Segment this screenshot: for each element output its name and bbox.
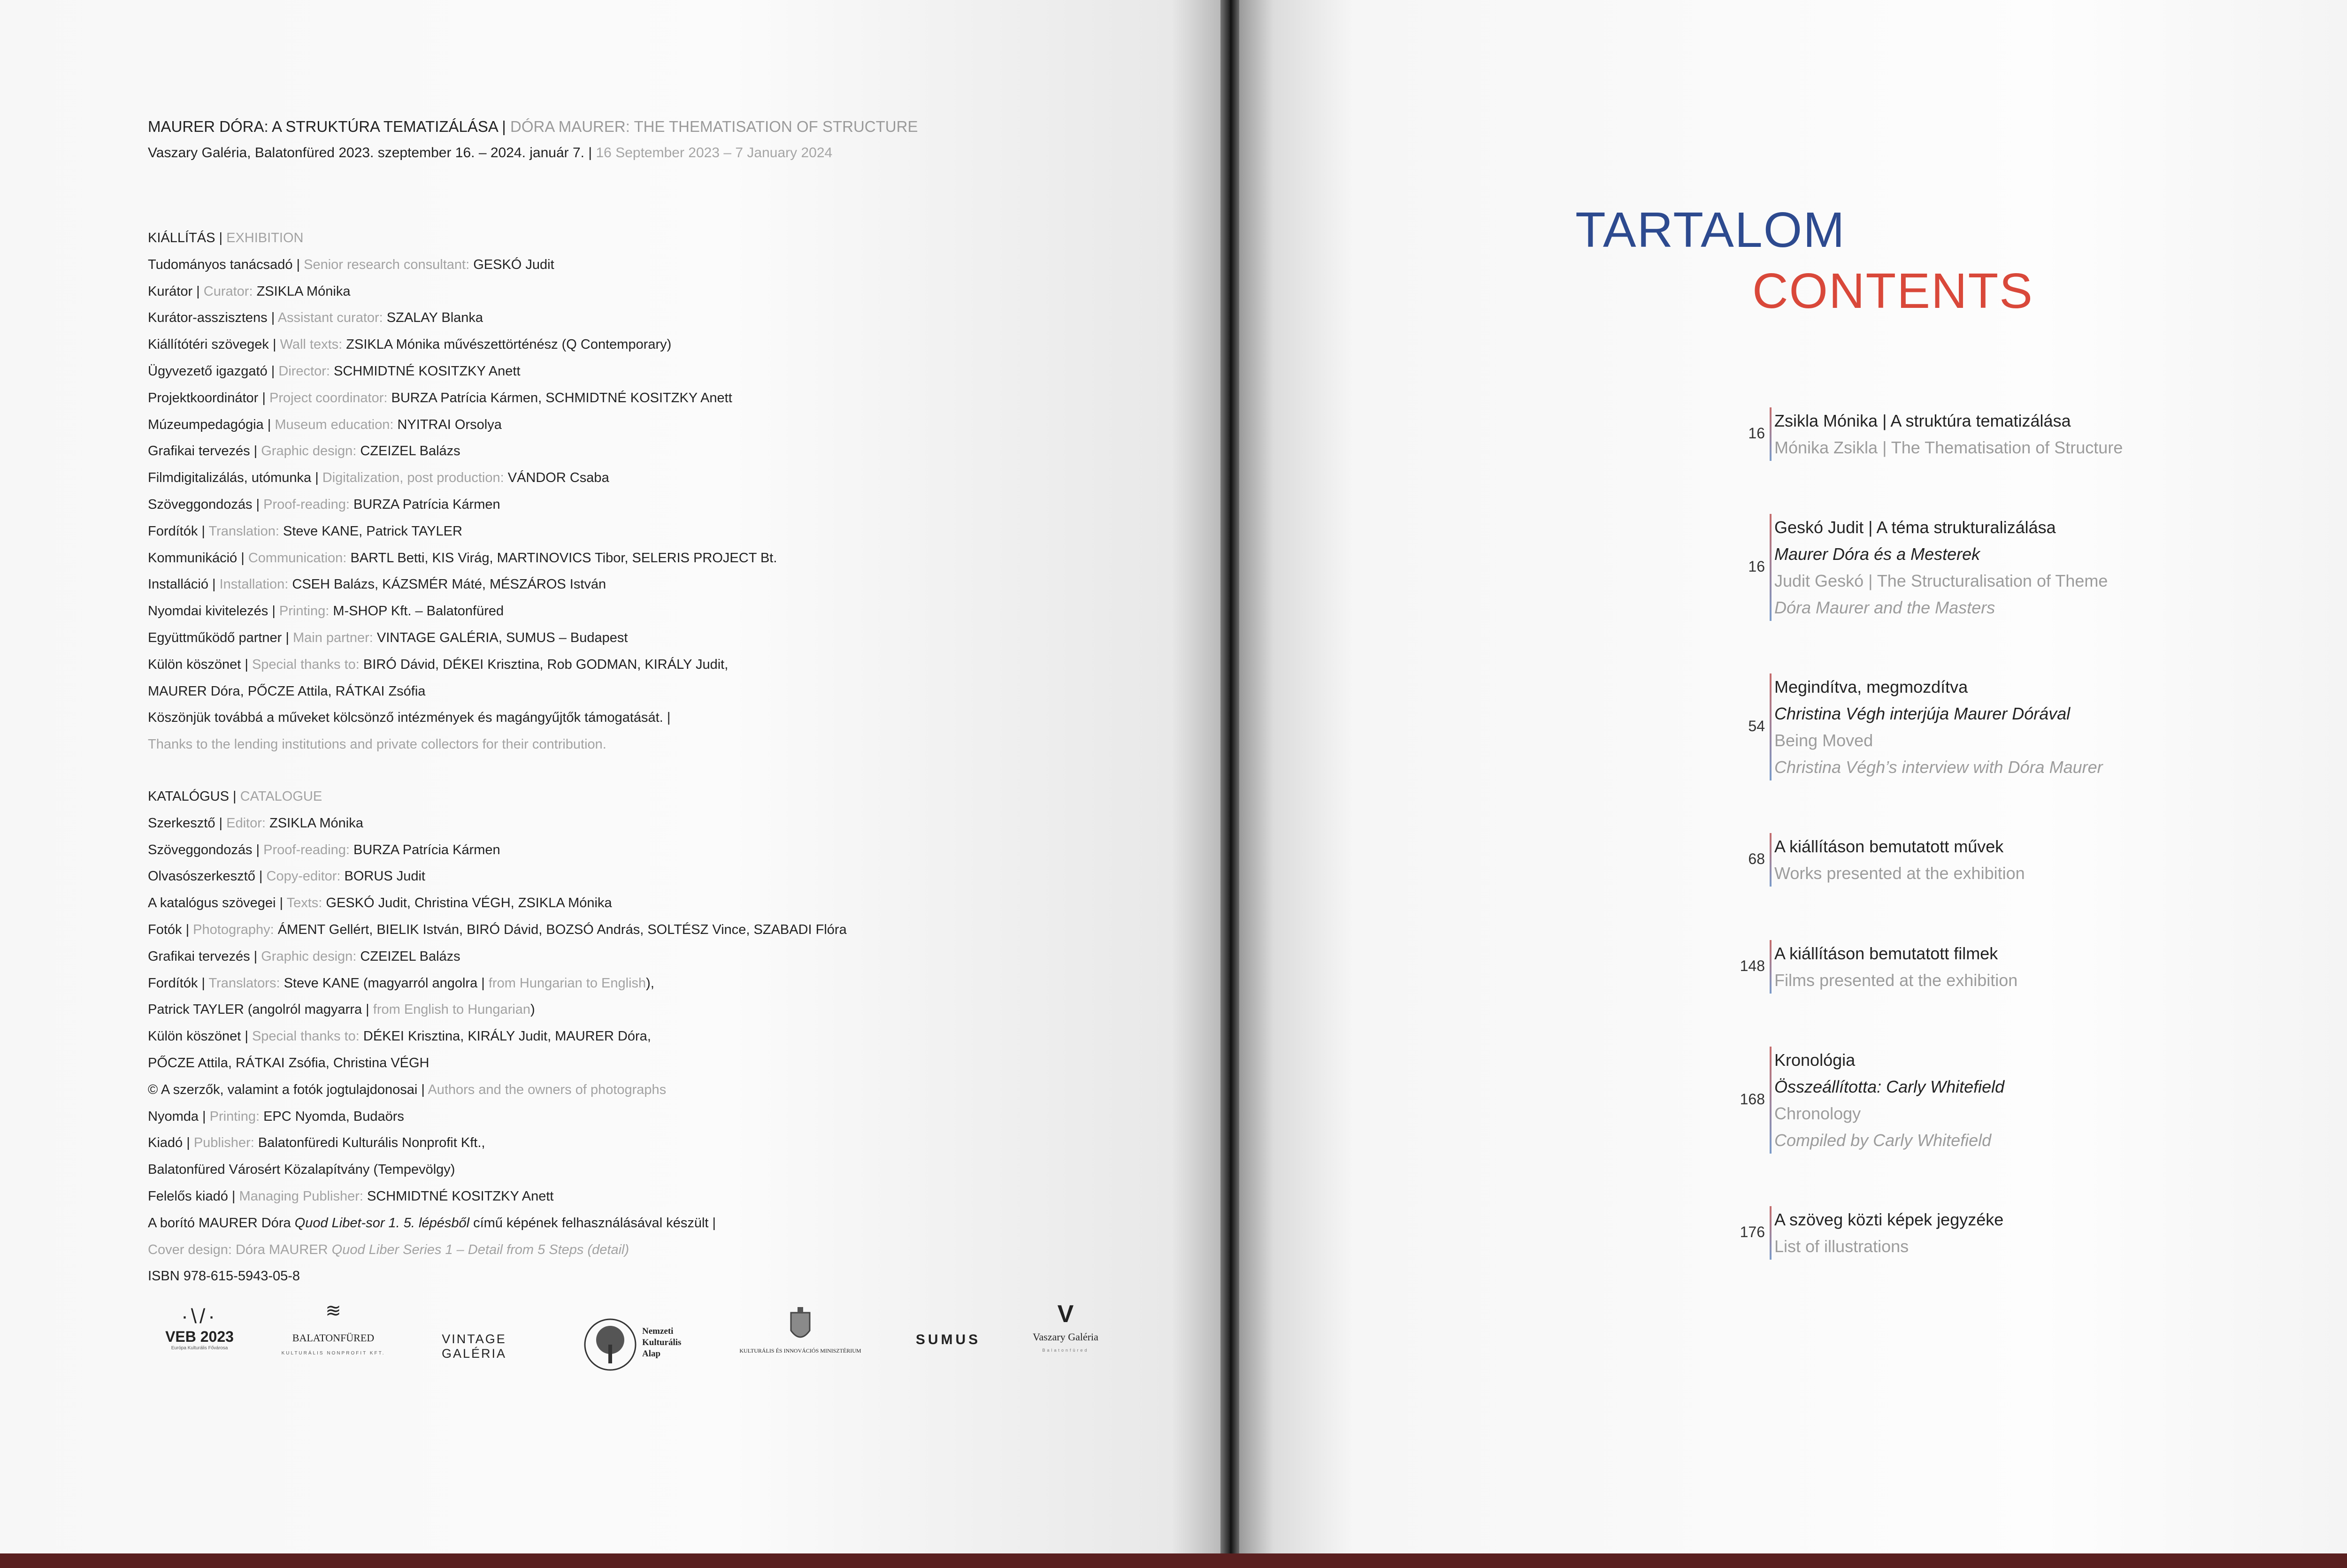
veb-logo-text: VEB 2023 [165, 1328, 234, 1345]
credit-role-en: CATALOGUE [236, 789, 322, 804]
credit-role: Grafikai tervezés | [148, 948, 258, 964]
credit-role: Olvasószerkesztő | [148, 869, 263, 884]
credit-role-en: Wall texts: [276, 337, 346, 352]
credit-role: Fotók | [148, 922, 190, 937]
credit-name: CSEH Balázs, KÁZSMÉR Máté, MÉSZÁROS István [292, 577, 606, 592]
contents-title-hu: TARTALOM [1575, 202, 1846, 258]
sponsor-logos [141, 1295, 1127, 1389]
credit-role: Külön köszönet | [148, 657, 248, 672]
credit-role-en: Project coordinator: [265, 390, 391, 405]
vaszary-logo-text: Vaszary Galéria [1033, 1331, 1098, 1343]
credit-row [148, 867, 425, 886]
credit-name: EPC Nyomda, Budaörs [263, 1109, 404, 1124]
credit-name: ZSIKLA Mónika művészettörténész (Q Contemporary) [346, 337, 672, 352]
credit-role-en: Photography: [189, 922, 278, 937]
credit-role-en: Senior research consultant: [300, 257, 474, 272]
credit-role-en: Proof-reading: [260, 842, 353, 857]
credit-row [148, 841, 500, 859]
entry-divider-bar [1770, 514, 1772, 621]
entry-title-en: Works presented at the exhibition [1774, 864, 2025, 883]
entry-page-number: 168 [1740, 1091, 1765, 1108]
credit-row [148, 708, 670, 727]
credit-role-cont: című képének felhasználásával készült | [469, 1215, 716, 1231]
entry-title-hu: Összeállította: Carly Whitefield [1774, 1077, 2005, 1096]
credit-name: Balatonfüred Városért Közalapítvány (Tempevölgy) [148, 1162, 455, 1178]
credit-row [148, 549, 777, 567]
credit-row [148, 522, 462, 541]
entry-page-number: 68 [1748, 850, 1765, 867]
credit-name-cont: ), [646, 975, 654, 991]
contents-title-en: CONTENTS [1752, 263, 2033, 319]
veb-logo [160, 1305, 239, 1351]
entry-divider-bar [1770, 1206, 1772, 1260]
contents-entry[interactable] [1740, 940, 2244, 994]
balatonfured-logo-sub: KULTURÁLIS NONPROFIT KFT. [281, 1351, 385, 1356]
credit-note-en: from English to Hungarian [369, 1002, 531, 1017]
credit-role: Fordítók | [148, 523, 205, 539]
credit-role: ISBN 978-615-5943-05-8 [148, 1269, 300, 1284]
credit-role-en: Copy-editor: [262, 869, 345, 884]
credit-row [148, 1107, 404, 1126]
veb-logo-sub: Európa Kulturális Fővárosa [171, 1346, 228, 1351]
credit-role: Kiállítótéri szövegek | [148, 337, 276, 352]
ministry-logo [728, 1307, 873, 1354]
credit-row [148, 1160, 455, 1179]
entry-title-hu: Zsikla Mónika | A struktúra tematizálása [1774, 411, 2071, 430]
credit-role-en: Installation: [215, 577, 292, 592]
credit-role-en: Museum education: [271, 417, 398, 432]
entry-title-en: Chronology [1774, 1104, 1861, 1123]
nka-logo-text: Nemzeti Kulturális Alap [642, 1326, 682, 1359]
credit-italic: Quod Libet-sor 1. 5. lépésből [294, 1215, 470, 1231]
credit-name: VINTAGE GALÉRIA, SUMUS – Budapest [376, 630, 628, 645]
credit-row [148, 682, 425, 701]
credit-row [148, 1133, 485, 1152]
entry-page-number: 148 [1740, 957, 1765, 974]
credit-role-en: Publisher: [190, 1135, 258, 1151]
credit-row [148, 602, 504, 620]
header-title-en: DÓRA MAURER: THE THEMATISATION OF STRUCTURE [510, 118, 918, 135]
credit-role: A katalógus szövegei | [148, 895, 284, 911]
credit-row [148, 389, 732, 407]
entry-page-number: 16 [1748, 425, 1765, 442]
credit-role: Kiadó | [148, 1135, 190, 1151]
vintage-galeria-logo: VINTAGE GALÉRIA [441, 1332, 507, 1361]
credit-role-en: Proof-reading: [260, 497, 353, 512]
credit-role-en: Curator: [199, 283, 257, 299]
entry-divider-bar [1770, 673, 1772, 780]
contents-page [1239, 0, 2347, 1553]
entry-title-en: Christina Végh’s interview with Dóra Maurer [1774, 757, 2103, 777]
coat-of-arms-icon [787, 1307, 813, 1345]
credit-row [148, 1000, 535, 1019]
credit-row [148, 575, 606, 594]
credit-name: BURZA Patrícia Kármen [353, 497, 500, 512]
credit-role-en: Main partner: [289, 630, 377, 645]
credit-row [148, 255, 554, 274]
credit-name-cont: ) [530, 1002, 535, 1017]
credit-name: BARTL Betti, KIS Virág, MARTINOVICS Tibor, SELERIS PROJECT Bt. [350, 550, 777, 566]
contents-entry[interactable] [1748, 514, 2244, 621]
credit-role-en: Communication: [244, 550, 351, 566]
credit-role: Nyomdai kivitelezés | [148, 604, 276, 619]
credit-row [148, 1240, 629, 1259]
credit-role: Külön köszönet | [148, 1029, 248, 1044]
credit-name: MAURER Dóra, PŐCZE Attila, RÁTKAI Zsófia [148, 683, 426, 699]
credit-name: CZEIZEL Balázs [360, 948, 460, 964]
credit-role: Múzeumpedagógia | [148, 417, 271, 432]
entry-title-hu: Maurer Dóra és a Mesterek [1774, 544, 1980, 564]
entry-title-hu: A szöveg közti képek jegyzéke [1774, 1210, 2004, 1229]
credit-role-en: Texts: [283, 895, 326, 911]
credit-name: Steve KANE (magyarról angolra | [284, 975, 485, 991]
credit-role-en: Cover design: Dóra MAURER [148, 1242, 332, 1257]
credit-role: Szöveggondozás | [148, 497, 260, 512]
credit-role: Szerkesztő | [148, 815, 223, 831]
vaszary-logo [1014, 1300, 1117, 1353]
credit-note-en: from Hungarian to English [484, 975, 646, 991]
entry-title-en: Mónika Zsikla | The Thematisation of Structure [1774, 438, 2123, 457]
credit-role: Felelős kiadó | [148, 1189, 236, 1204]
credit-row [148, 974, 654, 993]
contents-entry[interactable] [1748, 407, 2244, 461]
v-mark-icon: V [1057, 1300, 1074, 1328]
credit-row [148, 1054, 430, 1072]
contents-entry[interactable] [1740, 1206, 2244, 1260]
credit-role: KATALÓGUS | [148, 789, 237, 804]
entry-page-number: 176 [1740, 1224, 1765, 1240]
credit-role-en: Digitalization, post production: [318, 470, 508, 486]
credit-name: Patrick TAYLER (angolról magyarra | [148, 1002, 369, 1017]
credit-role-en: Translation: [205, 523, 283, 539]
credit-name: Balatonfüredi Kulturális Nonprofit Kft., [258, 1135, 485, 1151]
credit-name: CZEIZEL Balázs [360, 444, 460, 459]
credit-role: Ügyvezető igazgató | [148, 364, 275, 379]
book-gutter [1220, 0, 1239, 1568]
ministry-logo-text: KULTURÁLIS ÉS INNOVÁCIÓS MINISZTÉRIUM [739, 1347, 861, 1354]
credit-role: Fordítók | [148, 975, 205, 991]
entry-page-number: 16 [1748, 558, 1765, 575]
credit-role: Nyomda | [148, 1109, 206, 1124]
credit-row [148, 1027, 651, 1046]
credit-row [148, 947, 460, 966]
credit-row [148, 628, 628, 647]
credit-role: Installáció | [148, 577, 216, 592]
credit-row [148, 415, 502, 434]
credit-row [148, 229, 303, 247]
credit-role: Együttműködő partner | [148, 630, 289, 645]
credit-name: SZALAY Blanka [386, 310, 483, 326]
credit-row [148, 655, 728, 674]
credit-name: BURZA Patrícia Kármen, SCHMIDTNÉ KOSITZKY Anett [391, 390, 732, 405]
credit-name: PŐCZE Attila, RÁTKAI Zsófia, Christina VÉGH [148, 1056, 430, 1071]
credit-role: Tudományos tanácsadó | [148, 257, 300, 272]
header-line-2 [148, 144, 832, 162]
credit-row [148, 1267, 300, 1285]
entry-title-hu: Kronológia [1774, 1050, 1856, 1070]
credit-role-en: Authors and the owners of photographs [424, 1082, 667, 1097]
credit-role: Kurátor | [148, 283, 200, 299]
contents-entry[interactable] [1748, 833, 2244, 887]
credit-row [148, 1187, 553, 1206]
credit-role-en: Printing: [275, 604, 333, 619]
entry-divider-bar [1770, 940, 1772, 994]
contents-entry[interactable] [1748, 673, 2244, 780]
entry-title-hu: Christina Végh interjúja Maurer Dórával [1774, 704, 2071, 723]
credit-role-en: Director: [275, 364, 334, 379]
credit-name: GESKÓ Judit [473, 257, 554, 272]
credit-name: VÁNDOR Csaba [507, 470, 609, 486]
credit-role-en: EXHIBITION [222, 230, 304, 245]
credit-role-en: Thanks to the lending institutions and private collectors for their contribution. [148, 737, 606, 752]
entry-divider-bar [1770, 407, 1772, 461]
credit-name: DÉKEI Krisztina, KIRÁLY Judit, MAURER Dóra, [363, 1029, 651, 1044]
credit-row [148, 920, 847, 939]
credit-row [148, 362, 521, 381]
entry-title-hu: A kiállításon bemutatott művek [1774, 837, 2004, 856]
credit-name: ZSIKLA Mónika [256, 283, 351, 299]
credit-role: © A szerzők, valamint a fotók jogtulajdonosai | [148, 1082, 425, 1097]
credit-role-en: Graphic design: [257, 948, 360, 964]
header-line-1 [148, 117, 918, 136]
credit-row [148, 282, 350, 301]
credit-name: Steve KANE, Patrick TAYLER [283, 523, 462, 539]
credit-italic-en: Quod Liber Series 1 – Detail from 5 Steps (detail) [331, 1242, 629, 1257]
header-title-hu: MAURER DÓRA: A STRUKTÚRA TEMATIZÁLÁSA | [148, 118, 506, 135]
credit-role-en: Assistant curator: [275, 310, 387, 326]
credit-row [148, 308, 483, 327]
balatonfured-logo-text: BALATONFÜRED [292, 1332, 375, 1344]
credit-role: Szöveggondozás | [148, 842, 260, 857]
entry-title-en: Compiled by Carly Whitefield [1774, 1131, 1992, 1150]
veb-mark-icon: ·\/· [181, 1305, 218, 1328]
credit-name: ZSIKLA Mónika [269, 815, 363, 831]
entry-title-hu: Geskó Judit | A téma strukturalizálása [1774, 518, 2056, 537]
credit-role: Kommunikáció | [148, 550, 245, 566]
credit-row [148, 442, 460, 460]
credit-role: Filmdigitalizálás, utómunka | [148, 470, 319, 486]
balatonfured-logo [272, 1300, 394, 1356]
credit-name: M-SHOP Kft. – Balatonfüred [333, 604, 504, 619]
credit-name: SCHMIDTNÉ KOSITZKY Anett [367, 1189, 554, 1204]
credit-row [148, 814, 363, 833]
credit-role-en: Special thanks to: [248, 657, 363, 672]
vaszary-logo-sub: Balatonfüred [1042, 1348, 1089, 1353]
entry-title-en: Being Moved [1774, 731, 1873, 750]
entry-page-number: 54 [1748, 718, 1765, 734]
entry-divider-bar [1770, 1047, 1772, 1154]
credit-role-en: Translators: [205, 975, 284, 991]
wave-icon: ≋ [325, 1300, 341, 1321]
header-dates-en: 16 September 2023 – 7 January 2024 [596, 145, 833, 161]
credit-role-en: Special thanks to: [248, 1029, 363, 1044]
entry-title-en: Films presented at the exhibition [1774, 971, 2018, 990]
credit-role: Grafikai tervezés | [148, 444, 258, 459]
credit-row [148, 335, 671, 354]
tree-icon [582, 1316, 638, 1373]
credit-role-en: Managing Publisher: [235, 1189, 367, 1204]
credit-row [148, 1080, 666, 1099]
credit-name: BURZA Patrícia Kármen [353, 842, 500, 857]
entry-divider-bar [1770, 833, 1772, 887]
entry-title-en: Judit Geskó | The Structuralisation of Theme [1774, 571, 2108, 590]
credit-row [148, 468, 609, 487]
credit-row [148, 735, 606, 754]
credit-role-en: Editor: [222, 815, 269, 831]
credit-name: ÁMENT Gellért, BIELIK István, BIRÓ Dávid, BOZSÓ András, SOLTÉSZ Vince, SZABADI Flóra [277, 922, 847, 937]
credit-role-en: Graphic design: [257, 444, 360, 459]
credit-role: Projektkoordinátor | [148, 390, 266, 405]
sumus-logo: SUMUS [915, 1332, 981, 1347]
credit-row [148, 894, 612, 912]
entry-title-hu: A kiállításon bemutatott filmek [1774, 944, 1998, 963]
credit-row [148, 787, 322, 806]
credit-name: SCHMIDTNÉ KOSITZKY Anett [334, 364, 521, 379]
credit-name: NYITRAI Orsolya [397, 417, 502, 432]
credit-role-en: Printing: [206, 1109, 264, 1124]
entry-title-en: List of illustrations [1774, 1237, 1909, 1256]
credit-role: Köszönjük továbbá a műveket kölcsönző intézmények és magángyűjtők támogatását. | [148, 710, 671, 726]
credit-role: Kurátor-asszisztens | [148, 310, 275, 326]
credit-role: A borító MAURER Dóra [148, 1215, 295, 1231]
credit-row [148, 495, 500, 514]
credit-name: BIRÓ Dávid, DÉKEI Krisztina, Rob GODMAN, KIRÁLY Judit, [363, 657, 729, 672]
header-dates-hu: Vaszary Galéria, Balatonfüred 2023. szeptember 16. – 2024. január 7. | [148, 145, 592, 161]
credit-row [148, 1214, 716, 1232]
contents-entry[interactable] [1740, 1047, 2244, 1154]
book-bottom-edge [0, 1553, 2347, 1568]
entry-title-hu: Megindítva, megmozdítva [1774, 677, 1968, 696]
credit-name: BORUS Judit [344, 869, 425, 884]
credit-name: GESKÓ Judit, Christina VÉGH, ZSIKLA Mónika [326, 895, 612, 911]
nka-logo [582, 1316, 699, 1382]
credit-role: KIÁLLÍTÁS | [148, 230, 223, 245]
entry-title-en: Dóra Maurer and the Masters [1774, 598, 1995, 617]
